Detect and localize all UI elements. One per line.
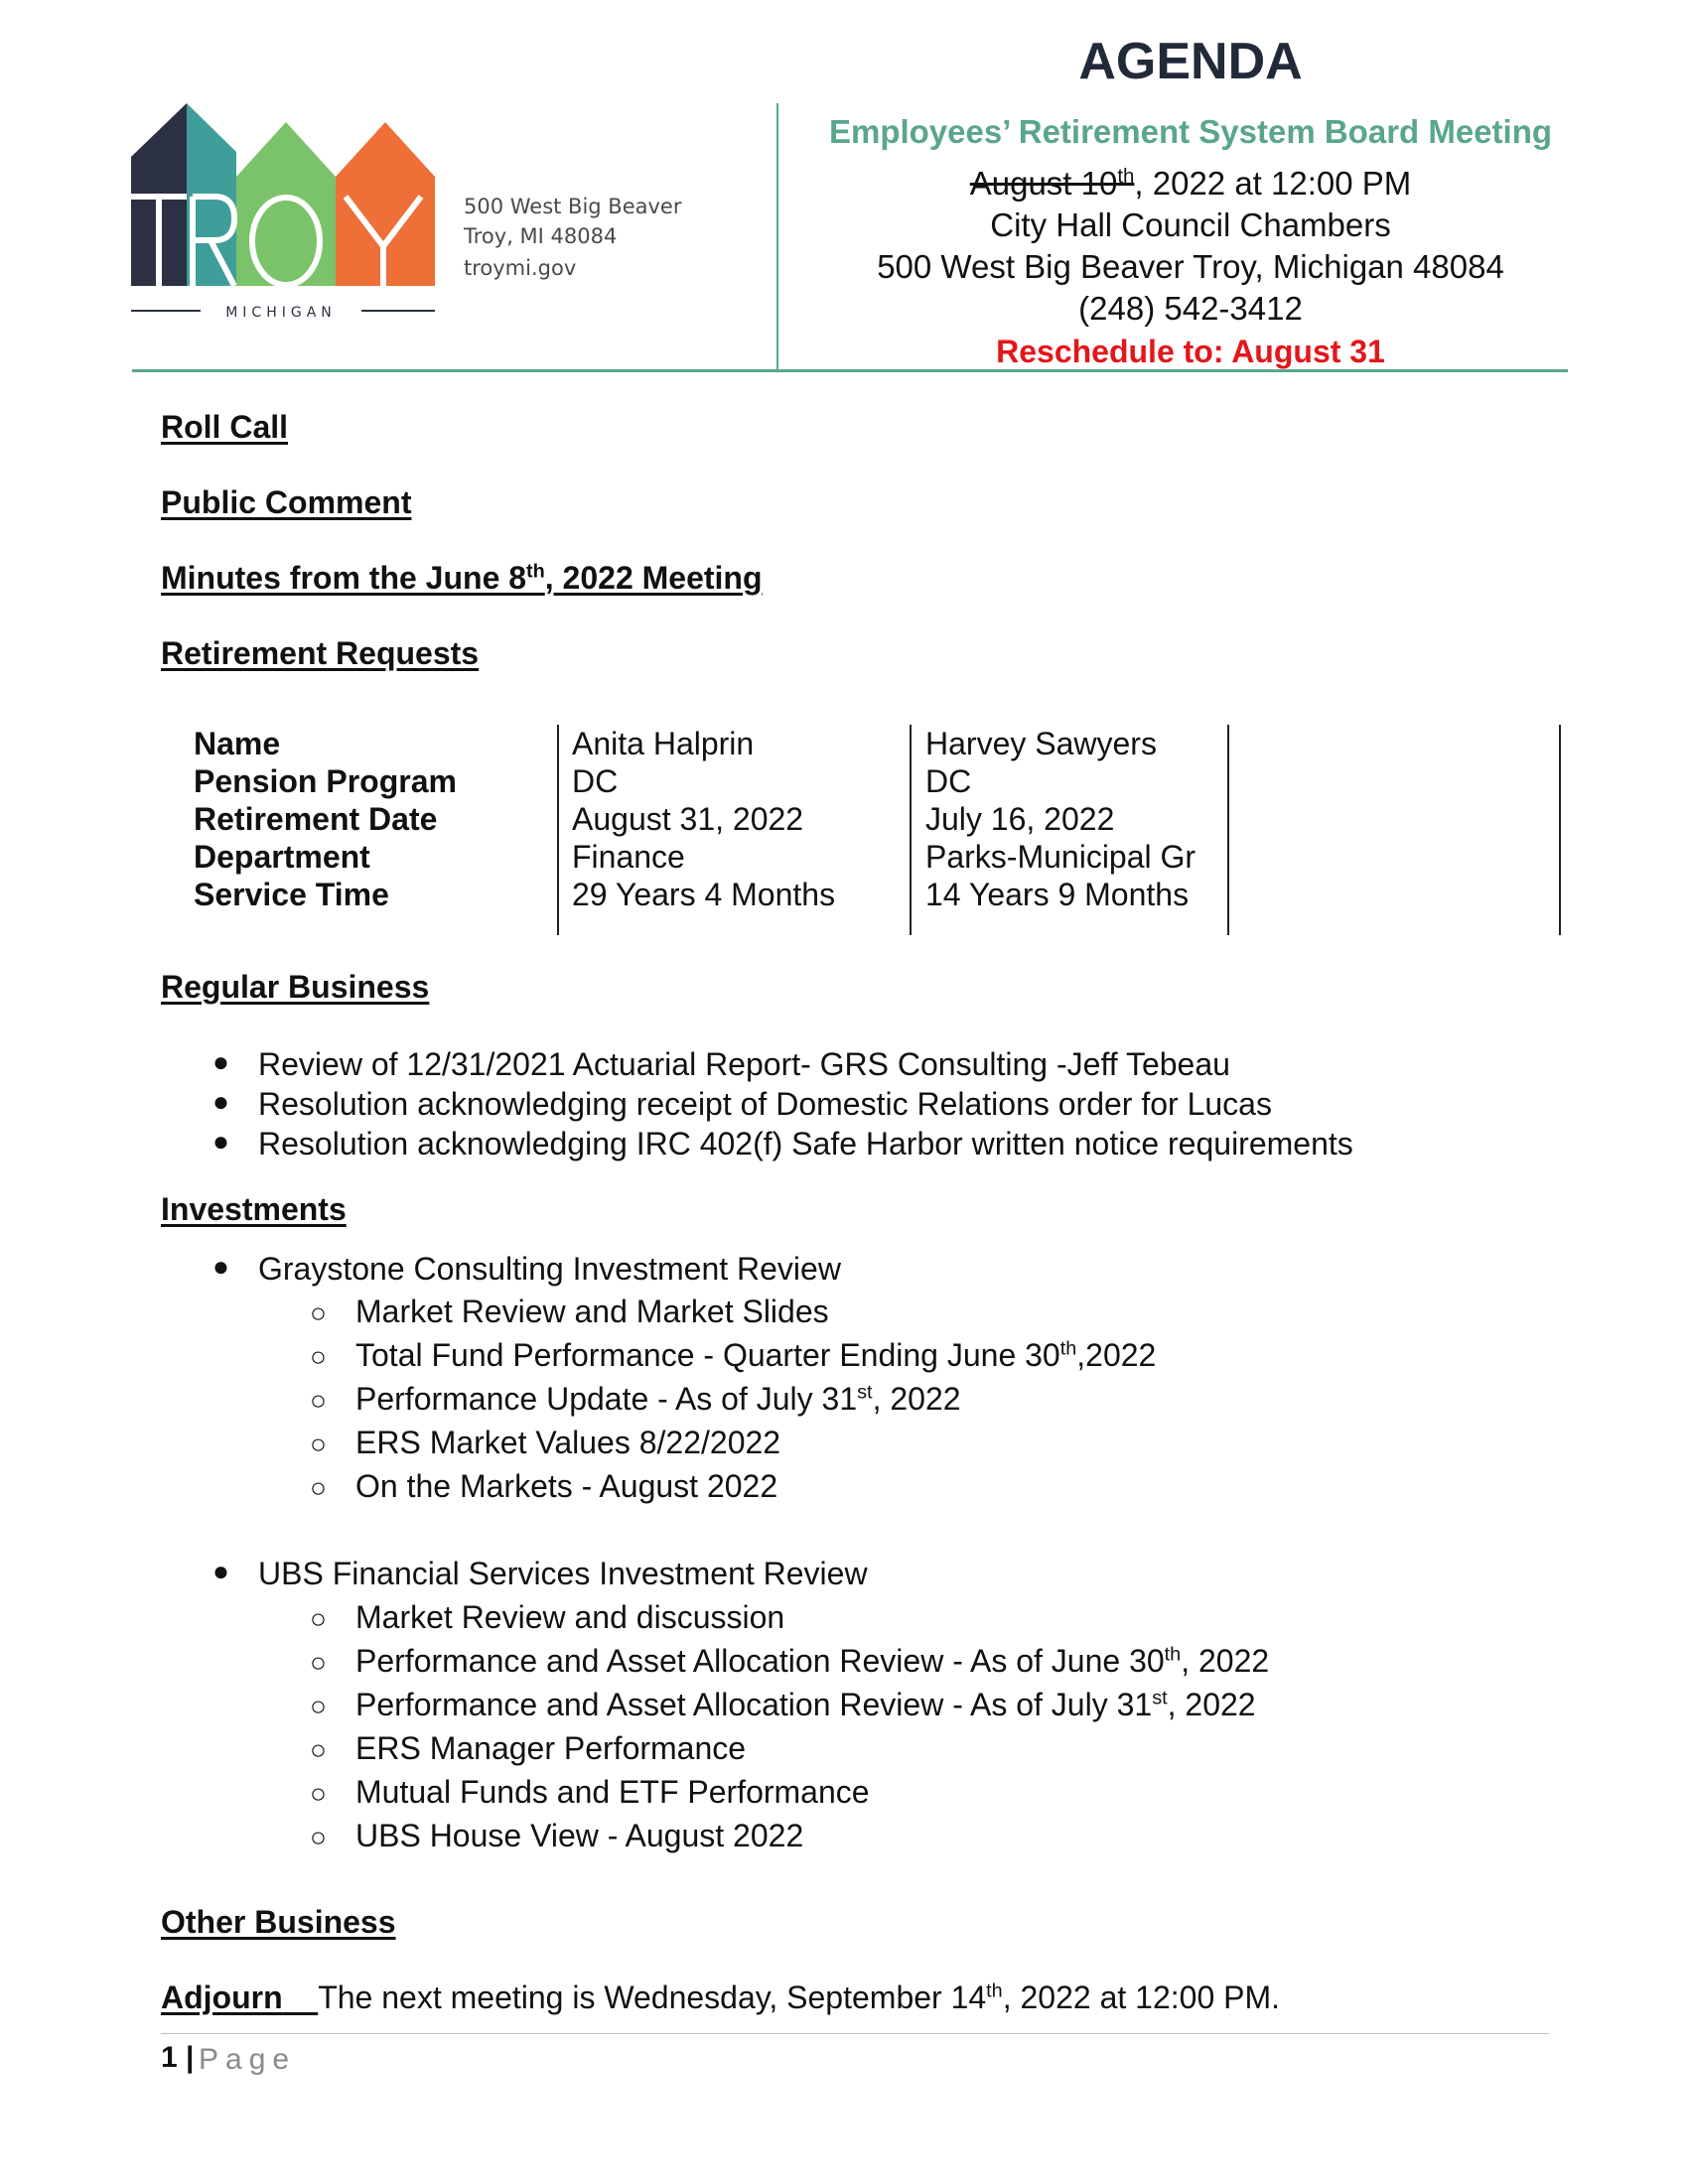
next-meeting-text: The next meeting is Wednesday, September 14th, 2022 at 12:00 PM. bbox=[318, 1979, 1281, 2015]
logo-michigan-text: MICHIGAN bbox=[225, 305, 337, 321]
bullet-icon: ● bbox=[212, 1046, 229, 1077]
meeting-address: 500 West Big Beaver Troy, Michigan 48084 bbox=[877, 248, 1504, 285]
footer-rule bbox=[161, 2033, 1549, 2034]
list-item: ● Resolution acknowledging receipt of Domestic Relations order for Lucas bbox=[212, 1086, 1272, 1122]
meeting-name: Employees’ Retirement System Board Meeting bbox=[828, 113, 1553, 150]
bullet-icon: ● bbox=[212, 1556, 229, 1586]
sub-list-item: ○ ERS Manager Performance bbox=[310, 1730, 747, 1766]
header-divider-vertical bbox=[776, 103, 778, 371]
heading-public-comment: Public Comment bbox=[161, 484, 412, 520]
sub-list-item: ○ Performance Update - As of July 31st, 2022 bbox=[310, 1381, 961, 1417]
label-pension-program: Pension Program bbox=[194, 763, 457, 799]
retiree-service-time: 14 Years 9 Months bbox=[925, 877, 1190, 912]
page-title: AGENDA bbox=[1078, 33, 1303, 90]
sub-list-item: ○ Performance and Asset Allocation Review - As of June 30th, 2022 bbox=[310, 1643, 1270, 1679]
reschedule-notice: Reschedule to: August 31 bbox=[996, 334, 1385, 369]
circle-bullet-icon: ○ bbox=[310, 1385, 327, 1416]
troy-michigan-logo bbox=[127, 97, 445, 326]
retiree-pension-program: DC bbox=[572, 763, 619, 799]
label-department: Department bbox=[194, 839, 370, 875]
sub-list-item: ○ ERS Market Values 8/22/2022 bbox=[310, 1425, 781, 1460]
original-date: August 10th bbox=[969, 165, 1135, 202]
sub-list-item: ○ Performance and Asset Allocation Review - As of July 31st, 2022 bbox=[310, 1687, 1256, 1722]
heading-regular-business: Regular Business bbox=[161, 969, 430, 1005]
retiree-record-2 bbox=[925, 725, 1196, 913]
retiree-service-time: 29 Years 4 Months bbox=[572, 877, 836, 912]
circle-bullet-icon: ○ bbox=[310, 1822, 327, 1852]
list-item: ● Resolution acknowledging IRC 402(f) Safe Harbor written notice requirements bbox=[212, 1126, 1353, 1161]
sub-list-item: ○ Market Review and Market Slides bbox=[310, 1294, 829, 1329]
list-item: ● Graystone Consulting Investment Review bbox=[212, 1251, 841, 1287]
circle-bullet-icon: ○ bbox=[310, 1647, 327, 1678]
heading-investments: Investments bbox=[161, 1191, 347, 1227]
table-divider bbox=[1227, 725, 1229, 935]
address-line-1: 500 West Big Beaver bbox=[464, 195, 682, 218]
label-retirement-date: Retirement Date bbox=[194, 801, 438, 837]
retiree-name: Anita Halprin bbox=[572, 726, 755, 761]
heading-adjourn: Adjourn bbox=[161, 1979, 283, 2015]
heading-minutes: Minutes from the June 8th, 2022 Meeting bbox=[161, 560, 763, 596]
retiree-department: Parks-Municipal Gr bbox=[925, 839, 1196, 875]
retiree-retirement-date: July 16, 2022 bbox=[925, 801, 1115, 837]
meeting-date bbox=[814, 165, 1567, 203]
circle-bullet-icon: ○ bbox=[310, 1297, 327, 1328]
retiree-retirement-date: August 31, 2022 bbox=[572, 801, 804, 837]
address-line-2: Troy, MI 48084 bbox=[464, 224, 618, 248]
meeting-time: , 2022 at 12:00 PM bbox=[1134, 165, 1412, 202]
retirement-table-labels bbox=[194, 725, 457, 913]
sub-list-item: ○ UBS House View - August 2022 bbox=[310, 1818, 804, 1853]
label-service-time: Service Time bbox=[194, 877, 389, 912]
circle-bullet-icon: ○ bbox=[310, 1472, 327, 1503]
sub-list-item: ○ Total Fund Performance - Quarter Ending June 30th,2022 bbox=[310, 1337, 1157, 1373]
circle-bullet-icon: ○ bbox=[310, 1603, 327, 1634]
circle-bullet-icon: ○ bbox=[310, 1691, 327, 1721]
list-item: ● Review of 12/31/2021 Actuarial Report- GRS Consulting -Jeff Tebeau bbox=[212, 1046, 1230, 1082]
page-number: 1 | bbox=[161, 2041, 195, 2074]
circle-bullet-icon: ○ bbox=[310, 1429, 327, 1459]
circle-bullet-icon: ○ bbox=[310, 1778, 327, 1809]
meeting-location: City Hall Council Chambers bbox=[990, 206, 1391, 243]
bullet-icon: ● bbox=[212, 1126, 229, 1157]
table-divider bbox=[910, 725, 912, 935]
heading-other-business: Other Business bbox=[161, 1904, 396, 1940]
circle-bullet-icon: ○ bbox=[310, 1341, 327, 1372]
label-name: Name bbox=[194, 726, 281, 761]
heading-retirement-requests: Retirement Requests bbox=[161, 635, 480, 671]
retiree-pension-program: DC bbox=[925, 763, 972, 799]
heading-roll-call: Roll Call bbox=[161, 409, 289, 445]
page-label: Page bbox=[199, 2043, 297, 2076]
adjourn-line bbox=[161, 1979, 1280, 2016]
bullet-icon: ● bbox=[212, 1251, 229, 1282]
website[interactable]: troymi.gov bbox=[464, 256, 577, 280]
sub-list-item: ○ On the Markets - August 2022 bbox=[310, 1468, 778, 1504]
bullet-icon: ● bbox=[212, 1086, 229, 1117]
table-divider bbox=[557, 725, 559, 935]
sub-list-item: ○ Mutual Funds and ETF Performance bbox=[310, 1774, 870, 1810]
list-item: ● UBS Financial Services Investment Review bbox=[212, 1556, 868, 1591]
retiree-department: Finance bbox=[572, 839, 685, 875]
table-divider bbox=[1559, 725, 1561, 935]
circle-bullet-icon: ○ bbox=[310, 1734, 327, 1765]
sub-list-item: ○ Market Review and discussion bbox=[310, 1599, 785, 1635]
retiree-name: Harvey Sawyers bbox=[925, 726, 1157, 761]
phone-number: (248) 542-3412 bbox=[1078, 290, 1303, 327]
retiree-record-1 bbox=[572, 725, 835, 913]
